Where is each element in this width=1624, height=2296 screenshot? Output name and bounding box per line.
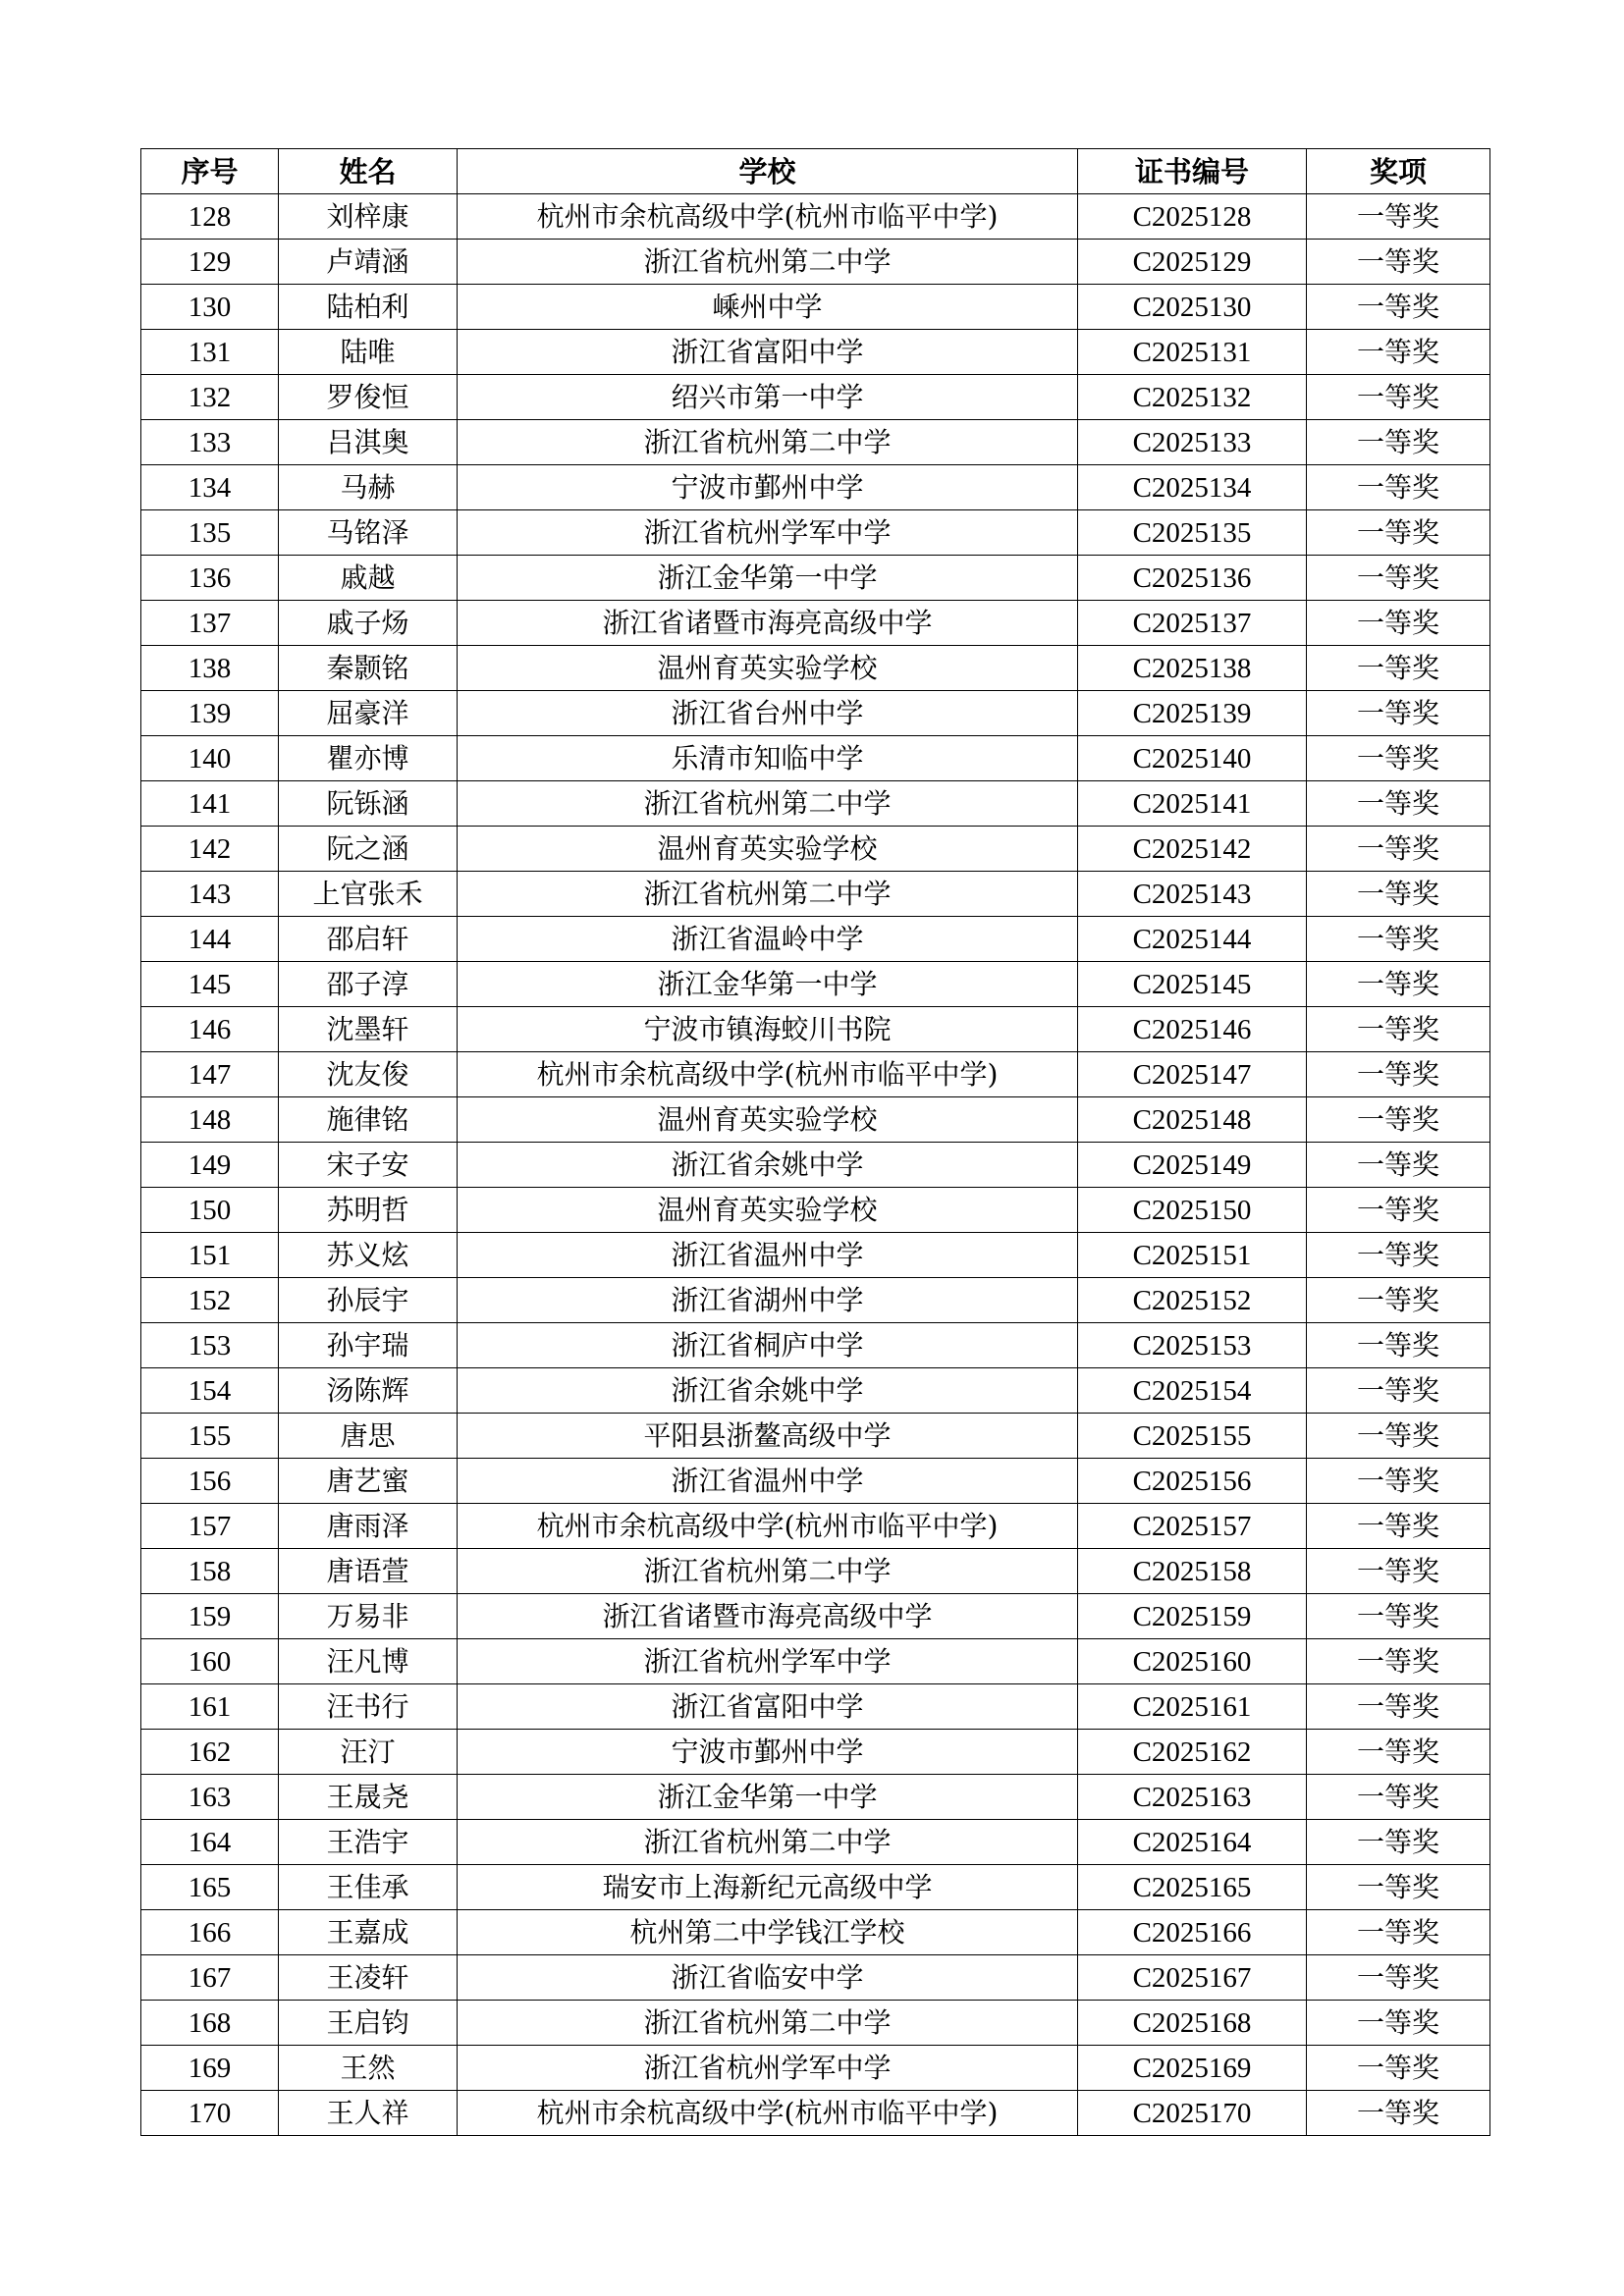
cell-school: 浙江省杭州学军中学	[458, 510, 1078, 556]
cell-name: 汤陈辉	[279, 1368, 458, 1414]
cell-name: 瞿亦博	[279, 736, 458, 781]
cell-cert: C2025132	[1078, 375, 1307, 420]
table-row	[141, 1504, 1490, 1549]
cell-cert: C2025134	[1078, 465, 1307, 510]
cell-school: 浙江省诸暨市海亮高级中学	[458, 1594, 1078, 1639]
table-row	[141, 1910, 1490, 1955]
table-row	[141, 691, 1490, 736]
cell-name: 马铭泽	[279, 510, 458, 556]
cell-award: 一等奖	[1307, 1504, 1490, 1549]
cell-school: 嵊州中学	[458, 285, 1078, 330]
cell-name: 戚越	[279, 556, 458, 601]
cell-name: 施律铭	[279, 1097, 458, 1143]
cell-no: 170	[141, 2091, 279, 2136]
cell-cert: C2025147	[1078, 1052, 1307, 1097]
cell-award: 一等奖	[1307, 646, 1490, 691]
cell-cert: C2025136	[1078, 556, 1307, 601]
cell-award: 一等奖	[1307, 330, 1490, 375]
table-row	[141, 1549, 1490, 1594]
cell-award: 一等奖	[1307, 1865, 1490, 1910]
cell-cert: C2025137	[1078, 601, 1307, 646]
cell-no: 141	[141, 781, 279, 827]
table-row	[141, 1233, 1490, 1278]
cell-award: 一等奖	[1307, 194, 1490, 240]
cell-school: 浙江省杭州学军中学	[458, 1639, 1078, 1684]
cell-no: 157	[141, 1504, 279, 1549]
cell-school: 浙江金华第一中学	[458, 962, 1078, 1007]
cell-cert: C2025145	[1078, 962, 1307, 1007]
cell-school: 乐清市知临中学	[458, 736, 1078, 781]
cell-name: 阮之涵	[279, 827, 458, 872]
cell-name: 上官张禾	[279, 872, 458, 917]
cell-no: 150	[141, 1188, 279, 1233]
table-row	[141, 1278, 1490, 1323]
cell-name: 沈友俊	[279, 1052, 458, 1097]
cell-award: 一等奖	[1307, 1323, 1490, 1368]
cell-award: 一等奖	[1307, 1684, 1490, 1730]
cell-cert: C2025163	[1078, 1775, 1307, 1820]
cell-cert: C2025166	[1078, 1910, 1307, 1955]
cell-school: 杭州市余杭高级中学(杭州市临平中学)	[458, 194, 1078, 240]
cell-award: 一等奖	[1307, 2001, 1490, 2046]
cell-award: 一等奖	[1307, 1278, 1490, 1323]
table-row	[141, 646, 1490, 691]
cell-no: 148	[141, 1097, 279, 1143]
cell-cert: C2025151	[1078, 1233, 1307, 1278]
cell-name: 屈豪洋	[279, 691, 458, 736]
table-row	[141, 240, 1490, 285]
table-row	[141, 1007, 1490, 1052]
table-row	[141, 1459, 1490, 1504]
table-row	[141, 1143, 1490, 1188]
header-name: 姓名	[279, 149, 458, 194]
table-row	[141, 781, 1490, 827]
cell-school: 宁波市鄞州中学	[458, 465, 1078, 510]
cell-school: 浙江金华第一中学	[458, 556, 1078, 601]
cell-cert: C2025142	[1078, 827, 1307, 872]
table-row	[141, 2091, 1490, 2136]
cell-award: 一等奖	[1307, 736, 1490, 781]
cell-name: 孙宇瑞	[279, 1323, 458, 1368]
cell-award: 一等奖	[1307, 1233, 1490, 1278]
cell-name: 卢靖涵	[279, 240, 458, 285]
cell-name: 陆柏利	[279, 285, 458, 330]
cell-school: 宁波市鄞州中学	[458, 1730, 1078, 1775]
cell-name: 王启钧	[279, 2001, 458, 2046]
table-row	[141, 1639, 1490, 1684]
cell-name: 宋子安	[279, 1143, 458, 1188]
cell-school: 浙江金华第一中学	[458, 1775, 1078, 1820]
table-row	[141, 556, 1490, 601]
cell-school: 浙江省湖州中学	[458, 1278, 1078, 1323]
table-row	[141, 1097, 1490, 1143]
cell-award: 一等奖	[1307, 556, 1490, 601]
cell-no: 142	[141, 827, 279, 872]
cell-award: 一等奖	[1307, 872, 1490, 917]
cell-no: 163	[141, 1775, 279, 1820]
cell-cert: C2025133	[1078, 420, 1307, 465]
cell-school: 浙江省杭州学军中学	[458, 2046, 1078, 2091]
cell-cert: C2025153	[1078, 1323, 1307, 1368]
cell-award: 一等奖	[1307, 1639, 1490, 1684]
cell-award: 一等奖	[1307, 1730, 1490, 1775]
cell-award: 一等奖	[1307, 1143, 1490, 1188]
cell-award: 一等奖	[1307, 510, 1490, 556]
cell-school: 浙江省杭州第二中学	[458, 1549, 1078, 1594]
cell-school: 温州育英实验学校	[458, 1097, 1078, 1143]
cell-no: 128	[141, 194, 279, 240]
cell-no: 131	[141, 330, 279, 375]
cell-no: 145	[141, 962, 279, 1007]
header-school: 学校	[458, 149, 1078, 194]
cell-name: 唐思	[279, 1414, 458, 1459]
cell-cert: C2025135	[1078, 510, 1307, 556]
cell-school: 浙江省温州中学	[458, 1459, 1078, 1504]
cell-cert: C2025168	[1078, 2001, 1307, 2046]
cell-name: 唐艺蜜	[279, 1459, 458, 1504]
cell-award: 一等奖	[1307, 1188, 1490, 1233]
cell-no: 139	[141, 691, 279, 736]
cell-school: 杭州市余杭高级中学(杭州市临平中学)	[458, 1504, 1078, 1549]
cell-cert: C2025139	[1078, 691, 1307, 736]
cell-no: 158	[141, 1549, 279, 1594]
cell-no: 151	[141, 1233, 279, 1278]
cell-no: 153	[141, 1323, 279, 1368]
table-row	[141, 736, 1490, 781]
cell-school: 杭州第二中学钱江学校	[458, 1910, 1078, 1955]
cell-school: 浙江省杭州第二中学	[458, 240, 1078, 285]
cell-cert: C2025170	[1078, 2091, 1307, 2136]
cell-cert: C2025149	[1078, 1143, 1307, 1188]
cell-award: 一等奖	[1307, 781, 1490, 827]
cell-cert: C2025150	[1078, 1188, 1307, 1233]
cell-cert: C2025165	[1078, 1865, 1307, 1910]
cell-school: 浙江省余姚中学	[458, 1143, 1078, 1188]
cell-cert: C2025138	[1078, 646, 1307, 691]
cell-no: 162	[141, 1730, 279, 1775]
cell-no: 134	[141, 465, 279, 510]
cell-school: 瑞安市上海新纪元高级中学	[458, 1865, 1078, 1910]
table-row	[141, 330, 1490, 375]
table-row	[141, 1730, 1490, 1775]
cell-no: 167	[141, 1955, 279, 2001]
cell-name: 王佳承	[279, 1865, 458, 1910]
cell-name: 汪汀	[279, 1730, 458, 1775]
cell-school: 杭州市余杭高级中学(杭州市临平中学)	[458, 1052, 1078, 1097]
cell-school: 温州育英实验学校	[458, 646, 1078, 691]
cell-cert: C2025156	[1078, 1459, 1307, 1504]
cell-no: 136	[141, 556, 279, 601]
cell-no: 160	[141, 1639, 279, 1684]
cell-school: 平阳县浙鳌高级中学	[458, 1414, 1078, 1459]
cell-cert: C2025160	[1078, 1639, 1307, 1684]
cell-no: 138	[141, 646, 279, 691]
cell-name: 刘梓康	[279, 194, 458, 240]
cell-name: 马赫	[279, 465, 458, 510]
cell-name: 王凌轩	[279, 1955, 458, 2001]
cell-award: 一等奖	[1307, 962, 1490, 1007]
cell-no: 149	[141, 1143, 279, 1188]
cell-school: 浙江省临安中学	[458, 1955, 1078, 2001]
cell-award: 一等奖	[1307, 465, 1490, 510]
cell-cert: C2025164	[1078, 1820, 1307, 1865]
cell-cert: C2025143	[1078, 872, 1307, 917]
cell-no: 159	[141, 1594, 279, 1639]
cell-name: 罗俊恒	[279, 375, 458, 420]
table-header	[141, 149, 1490, 194]
cell-name: 王晟尧	[279, 1775, 458, 1820]
cell-no: 147	[141, 1052, 279, 1097]
table-row	[141, 1775, 1490, 1820]
cell-school: 浙江省诸暨市海亮高级中学	[458, 601, 1078, 646]
cell-school: 温州育英实验学校	[458, 1188, 1078, 1233]
cell-cert: C2025130	[1078, 285, 1307, 330]
cell-award: 一等奖	[1307, 1368, 1490, 1414]
table-row	[141, 601, 1490, 646]
cell-award: 一等奖	[1307, 240, 1490, 285]
table-row	[141, 827, 1490, 872]
cell-no: 144	[141, 917, 279, 962]
cell-award: 一等奖	[1307, 2046, 1490, 2091]
table-row	[141, 420, 1490, 465]
cell-name: 汪书行	[279, 1684, 458, 1730]
cell-cert: C2025152	[1078, 1278, 1307, 1323]
cell-no: 140	[141, 736, 279, 781]
cell-name: 邵子淳	[279, 962, 458, 1007]
award-table	[140, 148, 1490, 2136]
cell-school: 浙江省富阳中学	[458, 1684, 1078, 1730]
cell-cert: C2025154	[1078, 1368, 1307, 1414]
cell-school: 浙江省杭州第二中学	[458, 420, 1078, 465]
table-row	[141, 962, 1490, 1007]
cell-no: 155	[141, 1414, 279, 1459]
table-row	[141, 872, 1490, 917]
cell-award: 一等奖	[1307, 1052, 1490, 1097]
cell-no: 165	[141, 1865, 279, 1910]
cell-name: 苏义炫	[279, 1233, 458, 1278]
cell-name: 苏明哲	[279, 1188, 458, 1233]
table-row	[141, 465, 1490, 510]
cell-cert: C2025161	[1078, 1684, 1307, 1730]
cell-no: 166	[141, 1910, 279, 1955]
cell-name: 沈墨轩	[279, 1007, 458, 1052]
cell-cert: C2025141	[1078, 781, 1307, 827]
cell-name: 阮铄涵	[279, 781, 458, 827]
cell-school: 浙江省杭州第二中学	[458, 872, 1078, 917]
table-row	[141, 1368, 1490, 1414]
cell-name: 邵启轩	[279, 917, 458, 962]
cell-award: 一等奖	[1307, 2091, 1490, 2136]
cell-no: 130	[141, 285, 279, 330]
cell-cert: C2025144	[1078, 917, 1307, 962]
cell-award: 一等奖	[1307, 1955, 1490, 2001]
table-row	[141, 2046, 1490, 2091]
cell-no: 168	[141, 2001, 279, 2046]
table-row	[141, 2001, 1490, 2046]
cell-cert: C2025162	[1078, 1730, 1307, 1775]
cell-award: 一等奖	[1307, 420, 1490, 465]
table-row	[141, 1323, 1490, 1368]
cell-award: 一等奖	[1307, 1910, 1490, 1955]
table-body	[141, 194, 1490, 2136]
cell-name: 唐雨泽	[279, 1504, 458, 1549]
table-row	[141, 917, 1490, 962]
cell-award: 一等奖	[1307, 691, 1490, 736]
cell-cert: C2025146	[1078, 1007, 1307, 1052]
cell-award: 一等奖	[1307, 1414, 1490, 1459]
cell-name: 王然	[279, 2046, 458, 2091]
cell-cert: C2025129	[1078, 240, 1307, 285]
cell-cert: C2025169	[1078, 2046, 1307, 2091]
cell-name: 戚子炀	[279, 601, 458, 646]
cell-no: 154	[141, 1368, 279, 1414]
cell-school: 绍兴市第一中学	[458, 375, 1078, 420]
cell-award: 一等奖	[1307, 1820, 1490, 1865]
header-award: 奖项	[1307, 149, 1490, 194]
cell-cert: C2025158	[1078, 1549, 1307, 1594]
cell-school: 浙江省余姚中学	[458, 1368, 1078, 1414]
table-row	[141, 1820, 1490, 1865]
cell-no: 133	[141, 420, 279, 465]
cell-no: 152	[141, 1278, 279, 1323]
cell-name: 王嘉成	[279, 1910, 458, 1955]
cell-award: 一等奖	[1307, 1097, 1490, 1143]
cell-school: 温州育英实验学校	[458, 827, 1078, 872]
cell-no: 137	[141, 601, 279, 646]
cell-cert: C2025167	[1078, 1955, 1307, 2001]
table-row	[141, 285, 1490, 330]
header-cert: 证书编号	[1078, 149, 1307, 194]
cell-school: 浙江省台州中学	[458, 691, 1078, 736]
cell-cert: C2025155	[1078, 1414, 1307, 1459]
cell-award: 一等奖	[1307, 917, 1490, 962]
cell-award: 一等奖	[1307, 1775, 1490, 1820]
cell-name: 王浩宇	[279, 1820, 458, 1865]
table-row	[141, 1052, 1490, 1097]
cell-award: 一等奖	[1307, 375, 1490, 420]
table-row	[141, 1414, 1490, 1459]
cell-school: 浙江省温州中学	[458, 1233, 1078, 1278]
cell-award: 一等奖	[1307, 1007, 1490, 1052]
table-row	[141, 1955, 1490, 2001]
cell-name: 万易非	[279, 1594, 458, 1639]
table-row	[141, 1594, 1490, 1639]
cell-no: 161	[141, 1684, 279, 1730]
cell-award: 一等奖	[1307, 827, 1490, 872]
cell-cert: C2025128	[1078, 194, 1307, 240]
cell-name: 唐语萱	[279, 1549, 458, 1594]
table-row	[141, 194, 1490, 240]
cell-award: 一等奖	[1307, 1459, 1490, 1504]
cell-award: 一等奖	[1307, 601, 1490, 646]
cell-school: 浙江省杭州第二中学	[458, 2001, 1078, 2046]
cell-school: 浙江省温岭中学	[458, 917, 1078, 962]
cell-school: 杭州市余杭高级中学(杭州市临平中学)	[458, 2091, 1078, 2136]
cell-no: 146	[141, 1007, 279, 1052]
cell-award: 一等奖	[1307, 1549, 1490, 1594]
cell-cert: C2025159	[1078, 1594, 1307, 1639]
cell-name: 吕淇奥	[279, 420, 458, 465]
cell-award: 一等奖	[1307, 1594, 1490, 1639]
table-row	[141, 510, 1490, 556]
cell-cert: C2025131	[1078, 330, 1307, 375]
cell-school: 浙江省桐庐中学	[458, 1323, 1078, 1368]
cell-no: 143	[141, 872, 279, 917]
table-row	[141, 1188, 1490, 1233]
cell-name: 秦颢铭	[279, 646, 458, 691]
table-row	[141, 375, 1490, 420]
cell-school: 浙江省杭州第二中学	[458, 781, 1078, 827]
cell-cert: C2025157	[1078, 1504, 1307, 1549]
cell-school: 宁波市镇海蛟川书院	[458, 1007, 1078, 1052]
cell-no: 169	[141, 2046, 279, 2091]
header-no: 序号	[141, 149, 279, 194]
header-row	[141, 149, 1490, 194]
cell-school: 浙江省富阳中学	[458, 330, 1078, 375]
cell-no: 135	[141, 510, 279, 556]
cell-name: 孙辰宇	[279, 1278, 458, 1323]
cell-no: 129	[141, 240, 279, 285]
cell-name: 陆唯	[279, 330, 458, 375]
cell-cert: C2025140	[1078, 736, 1307, 781]
cell-award: 一等奖	[1307, 285, 1490, 330]
cell-no: 156	[141, 1459, 279, 1504]
cell-cert: C2025148	[1078, 1097, 1307, 1143]
cell-name: 王人祥	[279, 2091, 458, 2136]
cell-no: 132	[141, 375, 279, 420]
cell-school: 浙江省杭州第二中学	[458, 1820, 1078, 1865]
cell-no: 164	[141, 1820, 279, 1865]
cell-name: 汪凡博	[279, 1639, 458, 1684]
table-row	[141, 1865, 1490, 1910]
table-row	[141, 1684, 1490, 1730]
